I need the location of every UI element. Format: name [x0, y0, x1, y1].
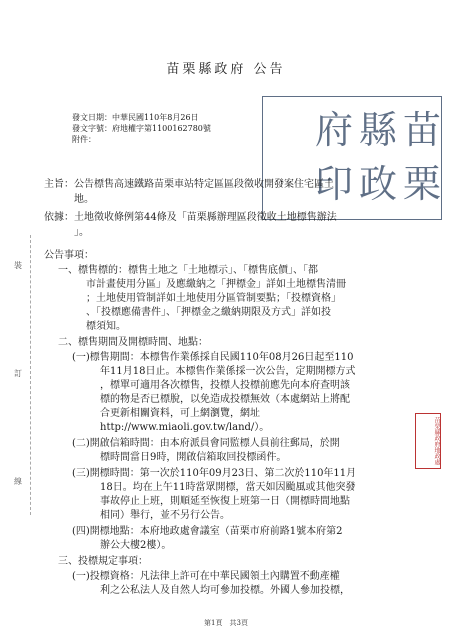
notice-line: ；土地使用管制詳如土地使用分區管制要點；「投標資格」 — [86, 293, 341, 304]
notice-line: 18日。均在上午11時當眾開標，當天如因颱風或其他突發 — [100, 482, 356, 493]
notice-line: 年11月18日止。本標售作業係採一次公告，定期開標方式 — [100, 366, 356, 377]
notice-line: ，標單可適用各次標售，投標人投標前應先向本府查明該 — [100, 380, 350, 391]
notice-line: 二、標售期間及開標時間、地點： — [58, 337, 208, 348]
notice-line: 標的物是否已標脫，以免造成投標無效（本處網站上將配 — [100, 394, 350, 405]
document-title: 苗栗縣政府 公告 — [166, 62, 286, 77]
notice-line: 三、投標規定事項： — [58, 556, 148, 567]
subject-label: 主旨： — [44, 179, 74, 190]
notice-line: 辦公大樓2樓）。 — [100, 540, 172, 551]
subject-line: 公告標售高速鐵路苗栗車站特定區區段徵收開發案住宅區土 — [74, 179, 334, 190]
notice-line: (三)開標時間：第一次於110年09月23日、第二次於110年11月 — [72, 468, 357, 479]
notice-label: 公告事項： — [44, 250, 94, 261]
notice-line: 標時間當日9時，開啟信箱取回投標函件。 — [100, 452, 287, 463]
notice-line: (一)投標資格：凡法律上許可在中華民國領土內購置不動產權 — [72, 571, 340, 582]
notice-line: 、「投標應備書件」、「押標金之繳納期限及方式」詳如投 — [86, 307, 331, 318]
basis-line: 」。 — [74, 227, 89, 238]
attachment-label: 附件： — [72, 135, 96, 144]
notice-line: 合更新相關資料，可上網瀏覽，網址 — [100, 408, 260, 419]
notice-line: 相同）舉行，並不另行公告。 — [100, 510, 230, 521]
basis-line: 土地徵收條例第44條及「苗栗縣辦理區段徵收土地標售辦法 — [74, 212, 337, 223]
page-footer: 第1頁 共3頁 — [204, 619, 248, 627]
basis-label: 依據： — [44, 212, 74, 223]
official-seal: 苗 縣 府 栗 政 印 — [262, 96, 442, 220]
department-stamp: 苗栗縣政府地政處 — [415, 413, 441, 469]
notice-line: 一、標售標的：標售土地之「土地標示」、「標售底價」、「都 — [58, 265, 318, 276]
notice-line: (四)開標地點：本府地政處會議室（苗栗市府前路1號本府第2 — [72, 526, 343, 537]
subject-line: 地。 — [74, 194, 94, 205]
notice-line: 事故停止上班，則順延至恢復上班第一日（開標時間地點 — [100, 496, 350, 507]
issue-date: 發文日期：中華民國110年8月26日 — [72, 113, 199, 122]
notice-line: 利之公私法人及自然人均可參加投標。外國人參加投標， — [100, 585, 350, 596]
binding-mark: 裝 — [14, 261, 22, 270]
issue-number: 發文字號：府地權字第1100162780號 — [72, 124, 211, 133]
binding-mark: 訂 — [14, 369, 22, 378]
notice-line: 市計畫使用分區」及應繳納之「押標金」詳如土地標售清冊 — [86, 279, 346, 290]
notice-line: 標須知。 — [86, 321, 126, 332]
website-url[interactable]: http://www.miaoli.gov.tw/land/）。 — [100, 422, 270, 433]
notice-line: (二)開啟信箱時間：由本府派員會同監標人員前往郵局，於開 — [72, 438, 340, 449]
notice-line: (一)標售期間：本標售作業係採自民國110年08月26日起至110 — [72, 352, 354, 363]
binding-mark: 線 — [14, 477, 22, 486]
binding-line — [30, 235, 31, 515]
